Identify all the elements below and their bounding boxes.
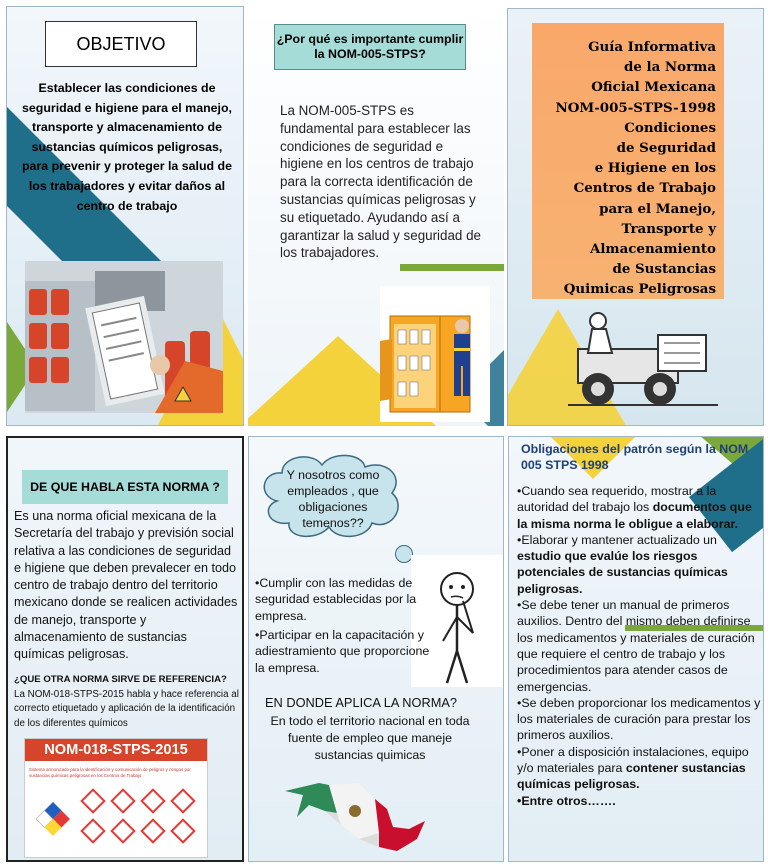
about-heading: DE QUE HABLA ESTA NORMA ? [30, 480, 220, 494]
obligation-5: •Poner a disposición instalaciones, equipo y/o materiales para contener sustancias químicas peligrosas. [517, 744, 749, 792]
about-text: Es una norma oficial mexicana de la Secretaría del trabajo y previsión social relativa a las condiciones de seguridad e higiene que deben prevalecer en todo centro de trabajo dentro del territorio mexicano donde se realicen actividades de manejo, transporte y almacenamiento de sustancias químicas peligrosas. [14, 509, 238, 662]
importance-text: La NOM-005-STPS es fundamental para establecer las condiciones de seguridad e higiene en los centros de trabajo para la correcta identificación de sustancias químicas peligrosas y su etiquetado. Ayudando así a garantizar la salud y seguridad de los trabajadores. [280, 103, 481, 261]
cover-title-line: Oficial Mexicana [591, 79, 716, 96]
cover-title-line: de Seguridad [616, 140, 716, 157]
cover-title-line: de Sustancias [612, 261, 716, 278]
objective-text: Establecer las condiciones de seguridad e higiene para el manejo, transporte y almacenamiento de sustancias químicos peligrosas, para prevenir y proteger la salud de los trabajadores y evitar daños al centro de trabajo [21, 81, 233, 213]
cover-title-line: de la Norma [623, 59, 716, 76]
cover-title [532, 37, 716, 300]
cover-title-line: Transporte y [621, 220, 716, 237]
where-heading: EN DONDE APLICA LA NORMA? [265, 695, 458, 710]
objective-title: OBJETIVO [76, 33, 166, 54]
cover-title-line: Almacenamiento [589, 241, 716, 258]
cover-title-line: NOM-005-STPS-1998 [555, 99, 716, 116]
about-heading-box [22, 470, 228, 504]
cover-title-line: e Higiene en los [594, 160, 716, 177]
employee-bullet-1: •Cumplir con las medidas de seguridad establecidas por la empresa. [255, 576, 417, 623]
importance-heading-box [274, 24, 466, 70]
bubble-text: Y nosotros como empleados , que obligaciones temenos?? [286, 468, 380, 530]
thought-bubble [257, 451, 407, 543]
cover-panel [507, 8, 764, 426]
reference-text: La NOM-018-STPS-2015 habla y hace referencia al correcto etiquetado y aplicación de la identificación de los diferentes químicos [14, 689, 239, 729]
nom-018-badge: NOM-018-STPS-2015 [25, 739, 207, 761]
importance-heading: ¿Por qué es importante cumplir la NOM-005-STPS? [276, 32, 464, 61]
obligation-2: •Elaborar y mantener actualizado un estudio que evalúe los riesgos potenciales de sustancias químicas peligrosas. [517, 532, 728, 596]
nom-018-subtitle: Sistema armonizado para la identificación y comunicación de peligros y riesgos por sustancias químicas peligrosas en los Centros de Trabajo [29, 767, 191, 778]
cover-title-line: Condiciones [624, 119, 716, 136]
employee-panel [248, 436, 504, 862]
obligation-4: •Se deben proporcionar los medicamentos y los materiales de curación para prestar los primeros auxilios. [517, 695, 761, 743]
about-norm-panel [6, 436, 244, 862]
cover-title-box [532, 23, 724, 299]
employee-bullet-2: •Participar en la capacitación y adiestramiento que proporcione la empresa. [255, 628, 430, 675]
objective-title-box [45, 21, 197, 67]
obligations-list [517, 483, 761, 809]
where-text: En todo el territorio nacional en toda fuente de empleo que maneje sustancias quimicas [270, 714, 470, 762]
green-line [400, 264, 504, 271]
employer-obligations-panel [508, 436, 764, 862]
obligations-heading: Obligaciones del patrón según la NOM 005 STPS 1998 [521, 442, 749, 472]
cover-title-line: Centros de Trabajo [573, 180, 716, 197]
mexico-map-image [279, 773, 429, 857]
obligation-1: •Cuando sea requerido, mostrar a la autoridad del trabajo los documentos que la misma norma le obligue a elaborar. [517, 484, 752, 531]
obligation-3: •Se debe tener un manual de primeros auxilios. Dentro del mismo deben definirse los medicamentos y materiales de curación que requiere el centro de trabajo y los procedimientos para atender casos de emergencias. [517, 598, 755, 694]
importance-panel [248, 6, 504, 426]
reference-heading: ¿QUE OTRA NORMA SIRVE DE REFERENCIA? [14, 674, 227, 685]
obligation-6: •Entre otros……. [517, 793, 616, 808]
forklift-illustration [568, 309, 718, 409]
nom-018-label-image [24, 738, 208, 858]
cover-title-line: Quimicas Peligrosas [563, 281, 716, 298]
storage-cabinet-image [380, 286, 490, 422]
cover-title-line: Guía Informativa [588, 39, 716, 55]
objective-panel [6, 6, 244, 426]
lab-worker-image [25, 261, 223, 413]
cover-title-line: para el Manejo, [599, 200, 716, 217]
